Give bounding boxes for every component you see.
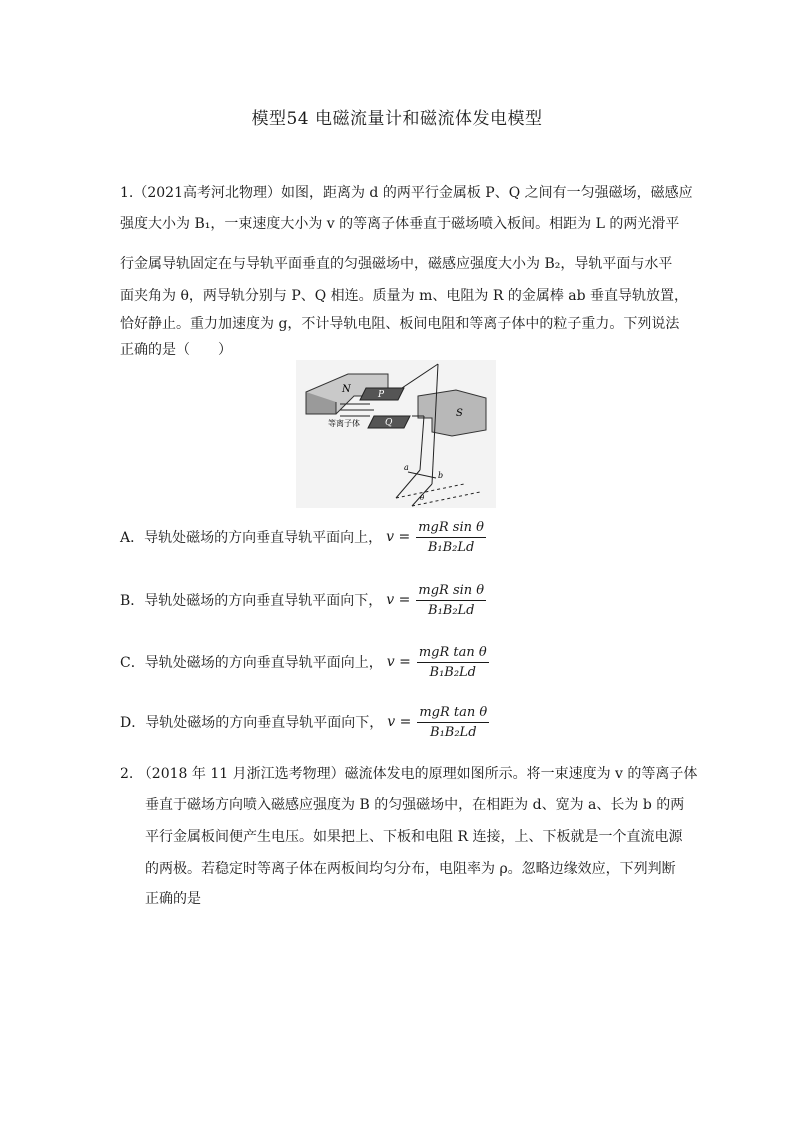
q1-stem-line-4: 面夹角为 θ，两导轨分别与 P、Q 相连。质量为 m、电阻为 R 的金属棒 ab 垂直导轨放置， [120, 288, 689, 304]
q1-stem-line-5: 恰好静止。重力加速度为 g，不计导轨电阻、板间电阻和等离子体中的粒子重力。下列说法 [120, 316, 680, 332]
q1-stem-line-3: 行金属导轨固定在与导轨平面垂直的匀强磁场中，磁感应强度大小为 B₂，导轨平面与水平 [120, 256, 673, 272]
option-c-lhs: v = [386, 654, 411, 670]
option-d-denominator: B₁B₂Ld [430, 724, 477, 740]
option-b-text: B．导轨处磁场的方向垂直导轨平面向下， [120, 593, 383, 609]
label-q: Q [385, 418, 393, 428]
q2-stem-line-5: 正确的是 [145, 891, 201, 907]
label-b: b [438, 471, 444, 480]
option-b[interactable] [120, 580, 486, 620]
option-a-lhs: v = [386, 529, 411, 545]
option-b-numerator: mgR sin θ [416, 582, 486, 601]
option-d-fraction [417, 704, 489, 741]
option-c-denominator: B₁B₂Ld [429, 664, 476, 680]
q2-stem-line-1: 2. （2018 年 11 月浙江选考物理）磁流体发电的原理如图所示。将一束速度为 v 的等离子体 [120, 766, 698, 782]
q1-stem-line-2: 强度大小为 B₁，一束速度大小为 v 的等离子体垂直于磁场喷入板间。相距为 L 的两光滑平 [120, 216, 680, 232]
option-c-numerator: mgR tan θ [417, 644, 489, 663]
q2-stem-line-4: 的两极。若稳定时等离子体在两板间均匀分布，电阻率为 ρ。忽略边缘效应，下列判断 [145, 861, 676, 877]
option-c[interactable] [120, 642, 489, 682]
q2-stem-line-3: 平行金属板间便产生电压。如果把上、下板和电阻 R 连接，上、下板就是一个直流电源 [145, 829, 683, 845]
label-plasma: 等离子体 [328, 419, 360, 428]
label-s: S [456, 408, 463, 419]
option-d[interactable] [120, 702, 489, 742]
option-b-denominator: B₁B₂Ld [428, 602, 475, 618]
option-d-lhs: v = [387, 714, 412, 730]
option-d-numerator: mgR tan θ [417, 704, 489, 723]
option-b-fraction [416, 582, 486, 619]
label-theta: θ [420, 494, 425, 502]
option-a-text: A．导轨处磁场的方向垂直导轨平面向上， [120, 530, 383, 546]
q1-stem-line-1: 1.（2021高考河北物理）如图，距离为 d 的两平行金属板 P、Q 之间有一匀强磁场，磁感应 [120, 185, 693, 201]
option-c-text: C．导轨处磁场的方向垂直导轨平面向上， [120, 655, 383, 671]
option-d-text: D．导轨处磁场的方向垂直导轨平面向下， [120, 715, 384, 731]
option-a-numerator: mgR sin θ [416, 519, 486, 538]
label-p: P [378, 390, 385, 400]
label-a: a [404, 463, 409, 472]
q1-figure [296, 360, 496, 508]
page-title: 模型54 电磁流量计和磁流体发电模型 [251, 109, 543, 129]
option-c-fraction [417, 644, 489, 681]
q1-stem-line-6: 正确的是（ ） [120, 342, 232, 358]
option-b-lhs: v = [386, 592, 411, 608]
option-a-denominator: B₁B₂Ld [427, 539, 475, 555]
option-a-fraction [416, 519, 486, 556]
option-a[interactable] [120, 517, 486, 557]
q2-stem-line-2: 垂直于磁场方向喷入磁感应强度为 B 的匀强磁场中，在相距为 d、宽为 a、长为 b 的两 [145, 797, 685, 813]
label-n: N [342, 384, 351, 395]
